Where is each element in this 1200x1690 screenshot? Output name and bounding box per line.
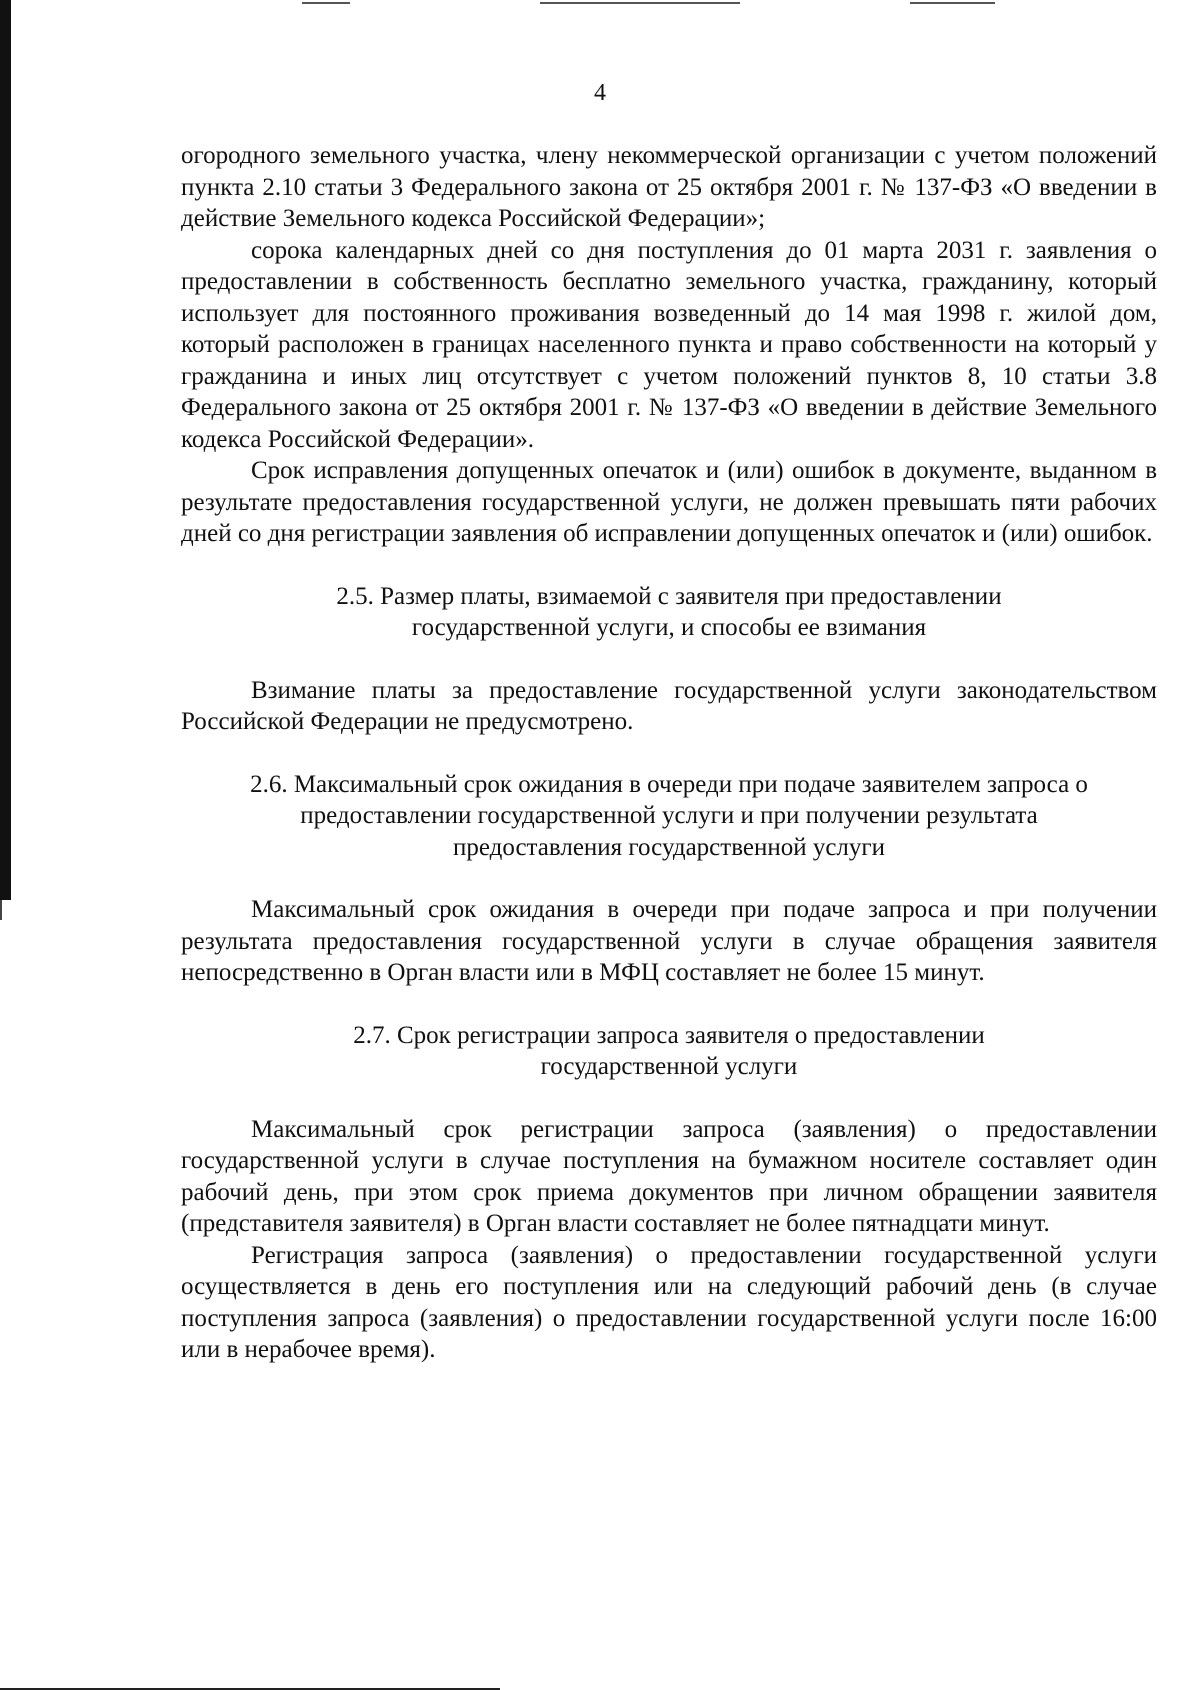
document-body [181, 140, 1157, 1366]
section-heading: 2.7. Срок регистрации запроса заявителя о предоставлении государственной услуги [353, 1021, 985, 1080]
paragraph: Регистрация запроса (заявления) о предоставлении государственной услуги осуществляется в день его поступления или на следующий рабочий день (в случае поступления запроса (заявления) о предоставлении государственной услуги после 16:00 или в нерабочее время). [181, 1241, 1157, 1363]
section-heading: 2.6. Максимальный срок ожидания в очереди при подаче заявителем запроса о предоставлении государственной услуги и при получении результата предоставления государственной услуги [250, 770, 1088, 861]
paragraph: Взимание платы за предоставление государственной услуги законодательством Российской Федерации не предусмотрено. [181, 676, 1157, 735]
page-number: 4 [594, 80, 606, 106]
scan-artifact-top [910, 2, 995, 4]
paragraph: сорока календарных дней со дня поступления до 01 марта 2031 г. заявления о предоставлении в собственность бесплатно земельного участка, гражданину, который использует для постоянного проживания возведенный до 14 мая 1998 г. жилой дом, который расположен в границах населенного пункта и право собственности на который у гражданина и иных лиц отсутствует с учетом положений пунктов 8, 10 статьи 3.8 Федерального закона от 25 октября 2001 г. № 137-ФЗ «О введении в действие Земельного кодекса Российской Федерации». [181, 236, 1157, 453]
paragraph: Максимальный срок регистрации запроса (заявления) о предоставлении государственной услуги в случае поступления на бумажном носителе составляет один рабочий день, при этом срок приема документов при личном обращении заявителя (представителя заявителя) в Орган власти составляет не более пятнадцати минут. [181, 1115, 1157, 1237]
section-heading: 2.5. Размер платы, взимаемой с заявителя при предоставлении государственной услуги, и способы ее взимания [336, 582, 1002, 641]
paragraph: Срок исправления допущенных опечаток и (или) ошибок в документе, выданном в результате предоставления государственной услуги, не должен превышать пяти рабочих дней со дня регистрации заявления об исправлении допущенных опечаток и (или) ошибок. [181, 457, 1157, 547]
scan-artifact-top [302, 2, 350, 4]
paragraph: Максимальный срок ожидания в очереди при подаче запроса и при получении результата предоставления государственной услуги в случае обращения заявителя непосредственно в Орган власти или в МФЦ составляет не более 15 минут. [181, 896, 1157, 986]
paragraph: огородного земельного участка, члену некоммерческой организации с учетом положений пункта 2.10 статьи 3 Федерального закона от 25 октября 2001 г. № 137-ФЗ «О введении в действие Земельного кодекса Российской Федерации»; [181, 142, 1157, 232]
scan-edge-left [0, 0, 11, 900]
scan-edge-left-lower [0, 900, 2, 920]
scan-artifact-top [540, 2, 740, 4]
